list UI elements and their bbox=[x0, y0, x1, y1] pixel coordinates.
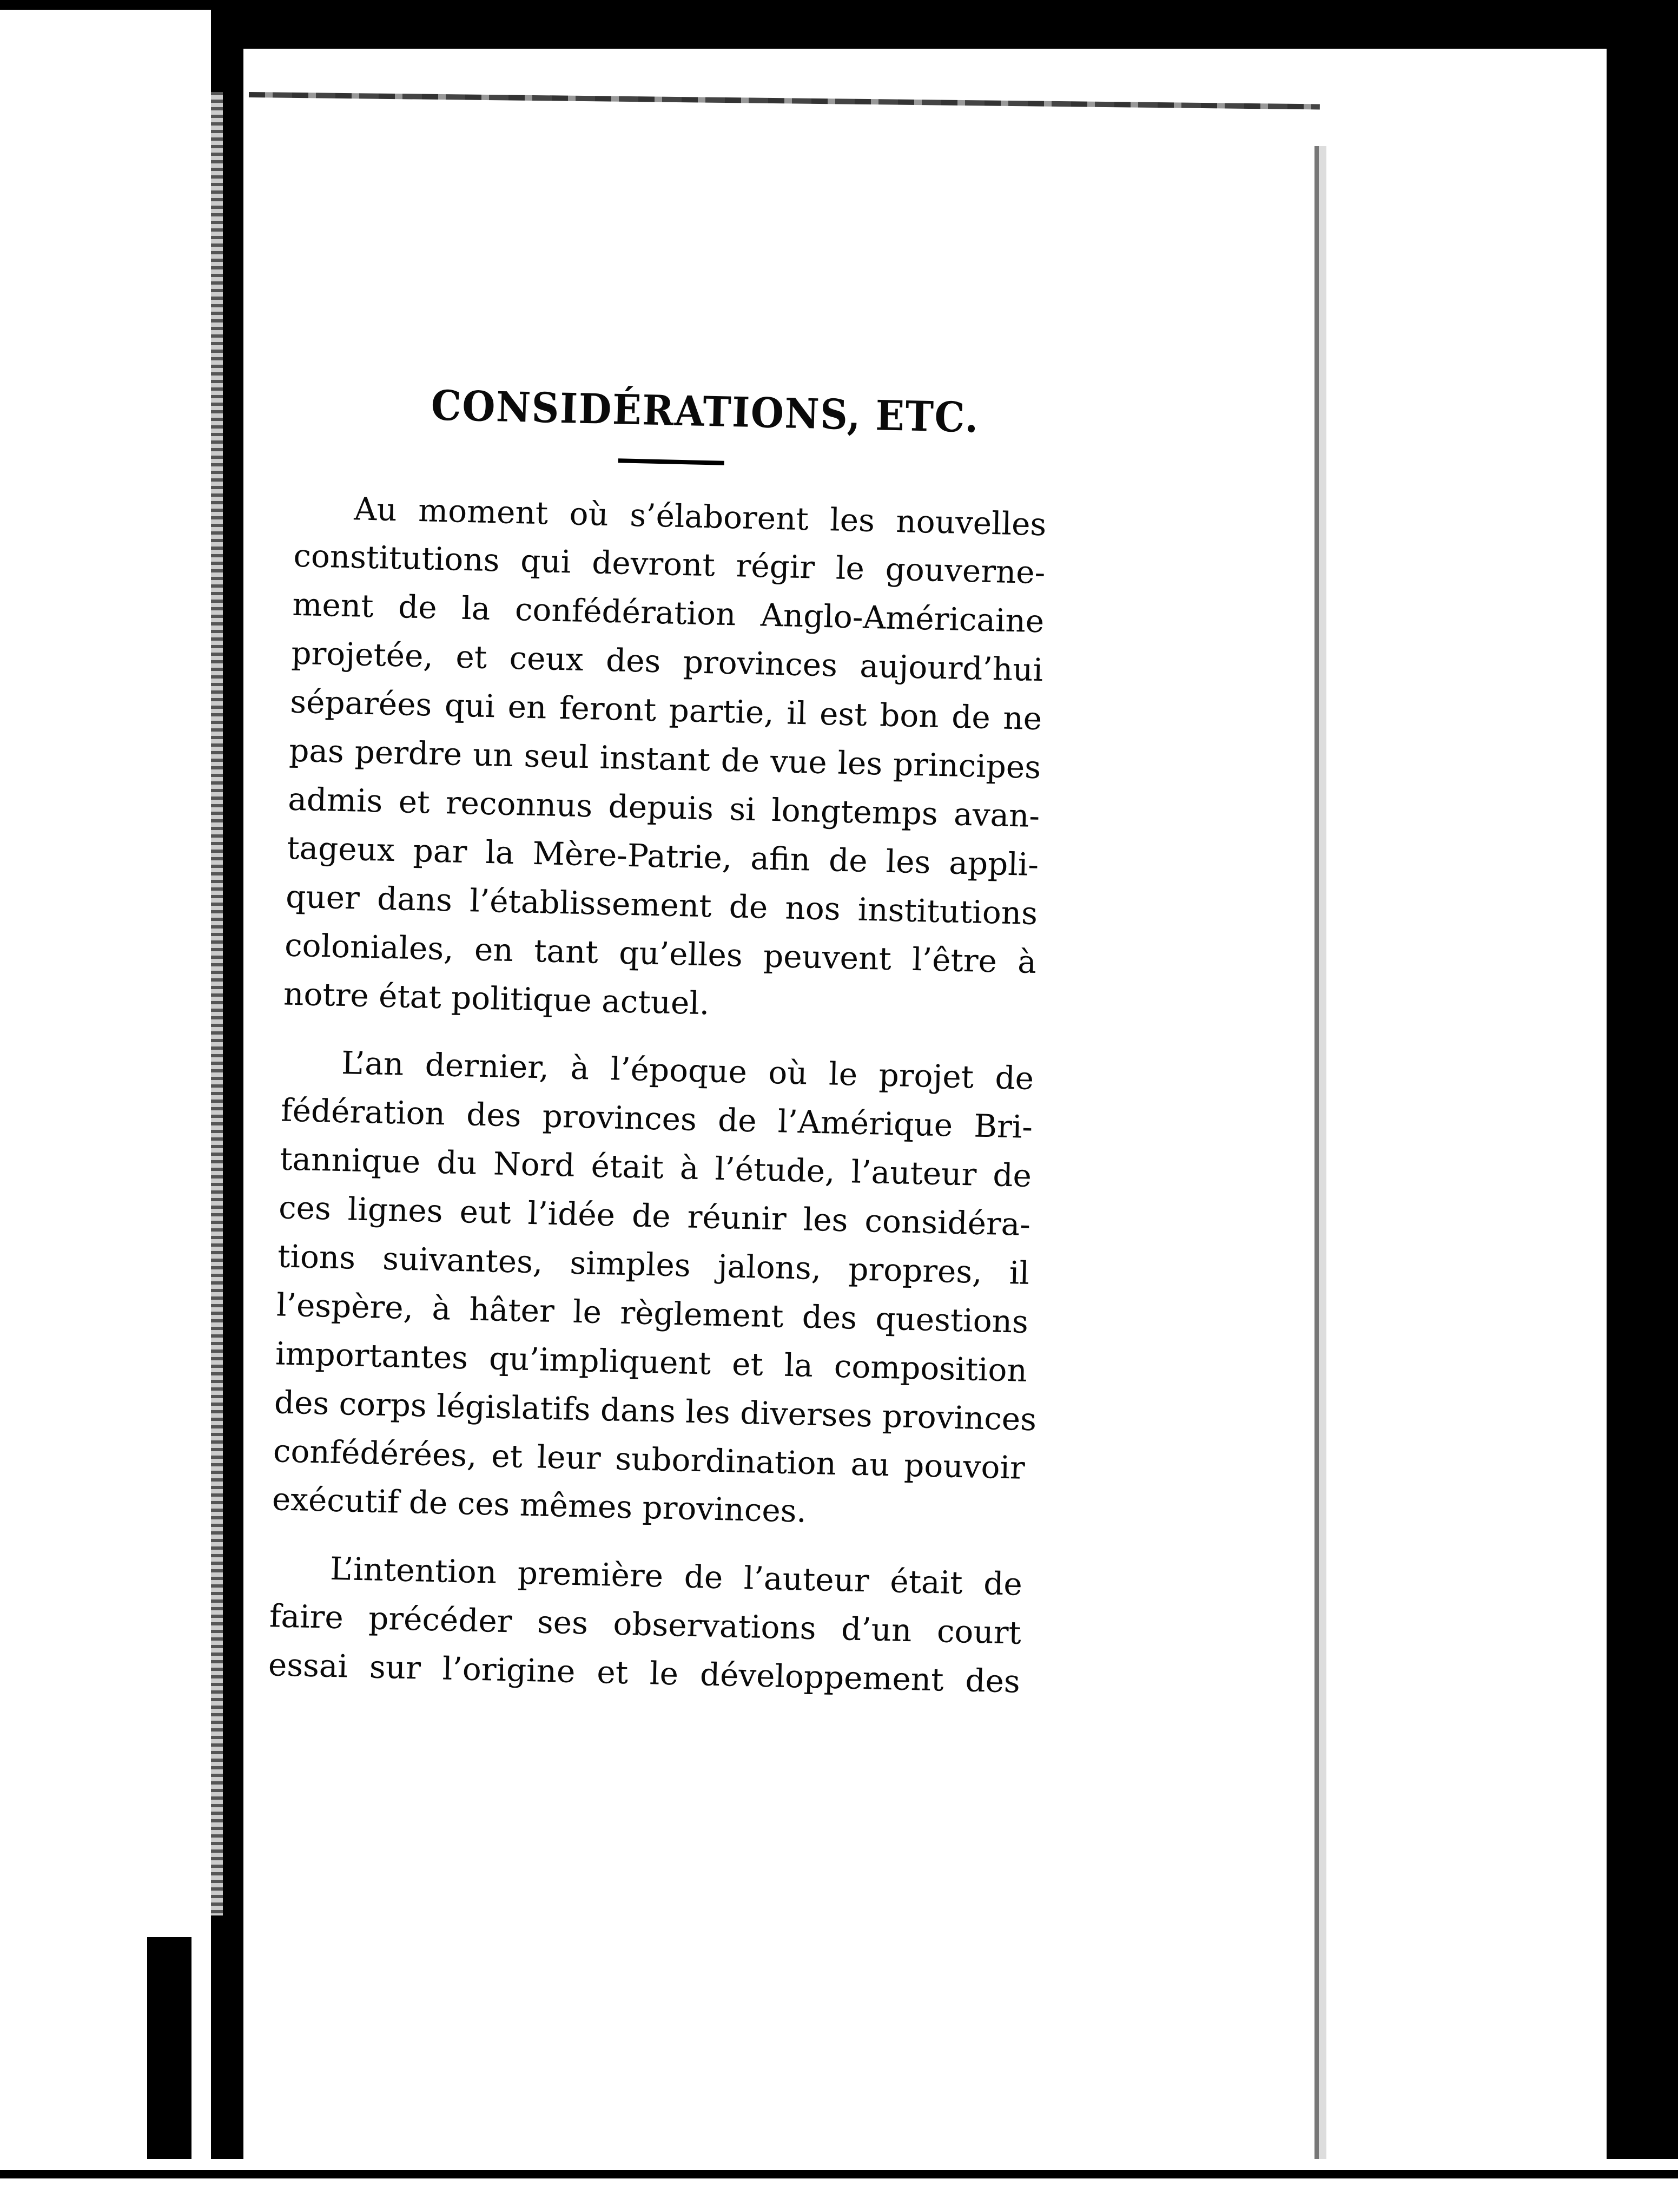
text-line: exécutif de ces mêmes provinces. bbox=[272, 1480, 807, 1530]
text-line: ces lignes eut l’idée de réunir les considéra- bbox=[278, 1189, 1031, 1243]
paragraph-2 bbox=[272, 1038, 1037, 1541]
text-line: tageux par la Mère-Patrie, afin de les appli- bbox=[286, 829, 1039, 883]
text-line: projetée, et ceux des provinces aujourd’hui bbox=[290, 634, 1043, 689]
text-line: L’intention première de l’auteur était de bbox=[329, 1550, 1023, 1603]
text-line: notre état politique actuel. bbox=[283, 975, 710, 1022]
paragraph-1 bbox=[283, 483, 1047, 1035]
scan-border-bottom bbox=[0, 2170, 1678, 2178]
text-line: quer dans l’établissement de nos institutions bbox=[285, 878, 1038, 932]
page-edge-left bbox=[211, 92, 223, 1915]
left-margin-area bbox=[0, 10, 211, 2212]
paragraph-3 bbox=[268, 1544, 1023, 1707]
title-divider bbox=[618, 458, 724, 465]
text-line: coloniales, en tant qu’elles peuvent l’être à bbox=[284, 926, 1037, 980]
text-line: tions suivantes, simples jalons, propres, il bbox=[277, 1237, 1030, 1292]
scan-border-bottom-left bbox=[147, 1937, 191, 2164]
text-line: ment de la confédération Anglo-Américaine bbox=[292, 586, 1045, 640]
page-text bbox=[224, 379, 1049, 1726]
text-line: essai sur l’origine et le développement des bbox=[268, 1646, 1021, 1700]
scan-border-right bbox=[1617, 10, 1678, 2212]
text-line: pas perdre un seul instant de vue les principes bbox=[288, 732, 1041, 786]
text-line: l’espère, à hâter le règlement des questions bbox=[276, 1286, 1029, 1340]
text-line: constitutions qui devront régir le gouverne- bbox=[293, 537, 1046, 591]
page-edge-right bbox=[1314, 146, 1326, 2159]
text-line: séparées qui en feront partie, il est bon de ne bbox=[289, 683, 1042, 738]
text-line: tannique du Nord était à l’étude, l’auteur de bbox=[279, 1140, 1032, 1195]
text-line: faire précéder ses observations d’un court bbox=[269, 1597, 1022, 1651]
text-line: confédérées, et leur subordination au pouvoir bbox=[273, 1432, 1026, 1486]
text-line: admis et reconnus depuis si longtemps avan- bbox=[287, 780, 1040, 835]
bottom-margin-area bbox=[0, 2159, 1678, 2212]
text-line: Au moment où s’élaborent les nouvelles bbox=[353, 490, 1047, 543]
text-line: des corps législatifs dans les diverses provinces bbox=[274, 1383, 1037, 1438]
text-line: fédération des provinces de l’Amérique Bri- bbox=[280, 1091, 1033, 1146]
page-title: CONSIDÉRATIONS, ETC. bbox=[430, 381, 980, 442]
text-line: importantes qu’impliquent et la composition bbox=[275, 1335, 1028, 1389]
text-line: L’an dernier, à l’époque où le projet de bbox=[341, 1044, 1034, 1097]
scan-border-top bbox=[0, 0, 1678, 10]
